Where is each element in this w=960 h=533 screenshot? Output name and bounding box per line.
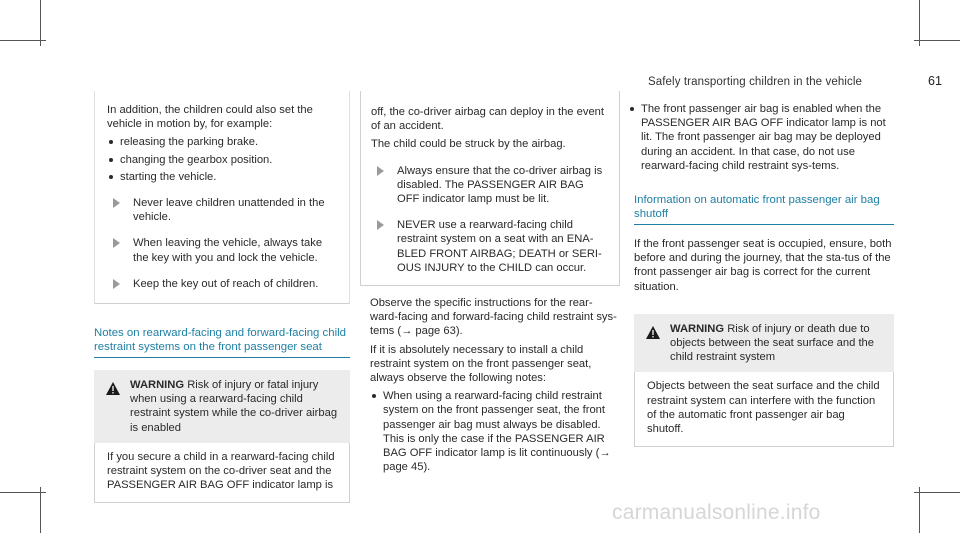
paragraph: Observe the specific instructions for the rear-ward-facing and forward-facing child restraint sys-tems (→ page 63).	[370, 297, 617, 338]
body-text	[360, 286, 620, 474]
bullet-list	[370, 389, 620, 474]
list-item: The front passenger air bag is enabled when the PASSENGER AIR BAG OFF indicator lamp is not lit. The front passenger air bag may be deployed during an accident. In that case, do not use rearward-facing child restraint sys-tems.	[628, 102, 894, 173]
warning-label: WARNING	[670, 322, 725, 335]
column-right	[622, 102, 894, 447]
instruction-step: NEVER use a rearward-facing child restraint system on a seat with an ENA-BLED FRONT AIRBAG; DEATH or SERI-OUS INJURY to the CHILD can occur.	[371, 218, 609, 275]
instruction-step: Keep the key out of reach of children.	[107, 277, 339, 291]
warning-continued-box	[360, 91, 620, 286]
running-header: Safely transporting children in the vehicle	[648, 76, 862, 88]
warning-title: Risk of injury or death due to objects between the seat surface and the child restraint system	[670, 322, 874, 364]
section-heading: Information on automatic front passenger air bag shutoff	[634, 193, 894, 225]
column-middle	[360, 91, 620, 482]
section-heading: Notes on rearward-facing and forward-facing child restraint systems on the front passenger seat	[94, 326, 350, 358]
list-item: starting the vehicle.	[107, 170, 339, 184]
instruction-step: Never leave children unattended in the vehicle.	[107, 196, 339, 224]
crop-mark	[919, 487, 920, 533]
arrow-icon	[113, 198, 120, 208]
crop-mark	[914, 40, 960, 41]
bullet-list	[107, 135, 339, 184]
bullet-list	[622, 102, 894, 173]
instruction-step: Always ensure that the co-driver airbag is disabled. The PASSENGER AIR BAG OFF indicator lamp must be lit.	[371, 164, 609, 207]
arrow-icon	[113, 279, 120, 289]
warning-body: Objects between the seat surface and the child restraint system can interfere with the function of the automatic front passenger air bag shutoff.	[634, 372, 894, 447]
warning-header	[94, 370, 350, 443]
paragraph: If it is absolutely necessary to install a child restraint system on the front passenger seat, always observe the following notes:	[370, 343, 592, 385]
instruction-step: When leaving the vehicle, always take the key with you and lock the vehicle.	[107, 236, 339, 264]
crop-mark	[0, 492, 46, 493]
warning-box	[634, 314, 894, 447]
list-item: changing the gearbox position.	[107, 153, 339, 167]
list-item: releasing the parking brake.	[107, 135, 339, 149]
intro-text: In addition, the children could also set the vehicle in motion by, for example:	[107, 104, 313, 131]
warning-body: If you secure a child in a rearward-facing child restraint system on the co-driver seat and the PASSENGER AIR BAG OFF indicator lamp is	[94, 443, 350, 504]
warning-label: WARNING	[130, 379, 185, 392]
crop-mark	[40, 487, 41, 533]
crop-mark	[914, 492, 960, 493]
paragraph: off, the co-driver airbag can deploy in the event of an accident.	[371, 106, 605, 133]
warning-icon	[106, 382, 120, 399]
watermark: carmanualsonline.info	[612, 501, 821, 524]
list-item: When using a rearward-facing child restraint system on the front passenger seat, the front passenger air bag must always be disabled. This is only the case if the PASSENGER AIR BAG OFF indicator lamp is lit continuously (→ page 45).	[370, 389, 620, 474]
crop-mark	[0, 40, 46, 41]
paragraph: If the front passenger seat is occupied, ensure, both before and during the journey, that the sta-tus of the front passenger air bag is correct for the current situation.	[634, 238, 892, 293]
warning-title: Risk of injury or fatal injury when using a rearward-facing child restraint system while the co-driver airbag is enabled	[130, 379, 338, 434]
arrow-icon	[113, 238, 120, 248]
info-box	[94, 91, 350, 304]
arrow-icon	[377, 166, 384, 176]
arrow-icon	[377, 220, 384, 230]
paragraph: The child could be struck by the airbag.	[371, 138, 566, 151]
warning-icon	[646, 326, 660, 343]
page-number: 61	[928, 74, 942, 88]
warning-header	[634, 314, 894, 373]
column-left	[94, 91, 350, 503]
